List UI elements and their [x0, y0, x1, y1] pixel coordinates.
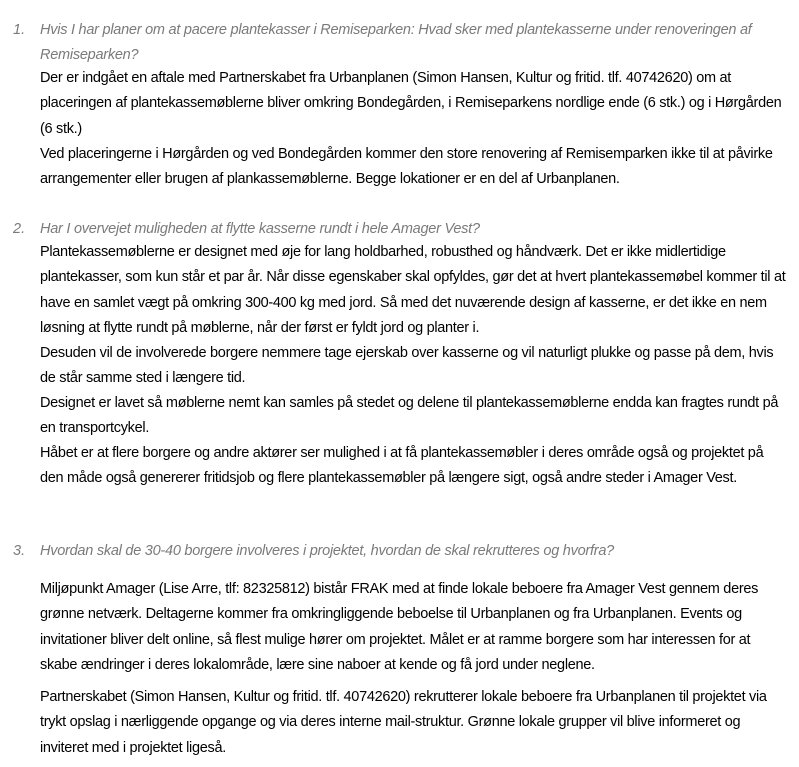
item-number: 2. — [13, 221, 26, 237]
answer-paragraph: Der er indgået en aftale med Partnerskabet fra Urbanplanen (Simon Hansen, Kultur og fritid. tlf. 40742620) om at placeringen af plantekassemøblerne bliver omkring Bondegården, i Remiseparkens nordlige ende (6 stk.) og i Hørgården (6 stk.) — [40, 70, 782, 137]
answer-paragraph: Desuden vil de involverede borgere nemmere tage ejerskab over kasserne og vil naturligt plukke og passe på dem, hvis de står samme sted i længere tid. — [40, 345, 774, 387]
answer-paragraph: Plantekassemøblerne er designet med øje for lang holdbarhed, robusthed og håndværk. Det er ikke midlertidige plantekasser, som kun står et par år. Når disse egenskaber skal opfyldes, gør det at hvert plantekassemøbel kommer til at have en samlet vægt på omkring 300-400 kg med jord. Så med det nuværende design af kasserne, er det ikke en nem løsning at flytte rundt på møblerne, når der først er fyldt jord og planter i. — [40, 244, 786, 337]
question-heading: Hvis I har planer om at pacere plantekasser i Remiseparken: Hvad sker med plantekasserne under renoveringen af Remiseparken? — [40, 22, 752, 63]
answer-paragraph: Miljøpunkt Amager (Lise Arre, tlf: 82325812) bistår FRAK med at finde lokale beboere fra Amager Vest gennem deres grønne netværk. Deltagerne kommer fra omkringliggende beboelse til Urbanplanen og fra Urbanplanen. Events og invitationer bliver delt online, så flest mulige hører om projektet. Målet er at ramme borgere som har interessen for at skabe ændringer i deres lokalområde, lære sine naboer at kende og få jord under neglene. — [40, 581, 759, 674]
question-heading: Har I overvejet muligheden at flytte kasserne rundt i hele Amager Vest? — [40, 221, 480, 237]
answer-paragraph: Designet er lavet så møblerne nemt kan samles på stedet og delene til plantekassemøblerne endda kan fragtes rundt på en transportcykel. — [40, 395, 779, 437]
answer-paragraph: Partnerskabet (Simon Hansen, Kultur og fritid. tlf. 40742620) rekrutterer lokale beboere fra Urbanplanen til projektet via trykt opslag i nærliggende opgange og via deres interne mail-struktur. Grønne lokale grupper vil blive informeret og inviteret med i projektet ligeså. — [40, 689, 767, 756]
answer-paragraph: Ved placeringerne i Hørgården og ved Bondegården kommer den store renovering af Remisemparken ikke til at påvirke arrangementer eller brugen af plankassemøblerne. Begge lokationer er en del af Urbanplanen. — [40, 146, 773, 188]
question-heading: Hvordan skal de 30-40 borgere involveres i projektet, hvordan de skal rekrutteres og hvorfra? — [40, 543, 614, 559]
answer-paragraph: Håbet er at flere borgere og andre aktører ser mulighed i at få plantekassemøbler i deres område også og projektet på den måde også genererer fritidsjob og flere plantekassemøbler på længere sigt, også andre steder i Amager Vest. — [40, 445, 764, 487]
item-number: 3. — [13, 543, 26, 559]
item-number: 1. — [13, 22, 26, 38]
